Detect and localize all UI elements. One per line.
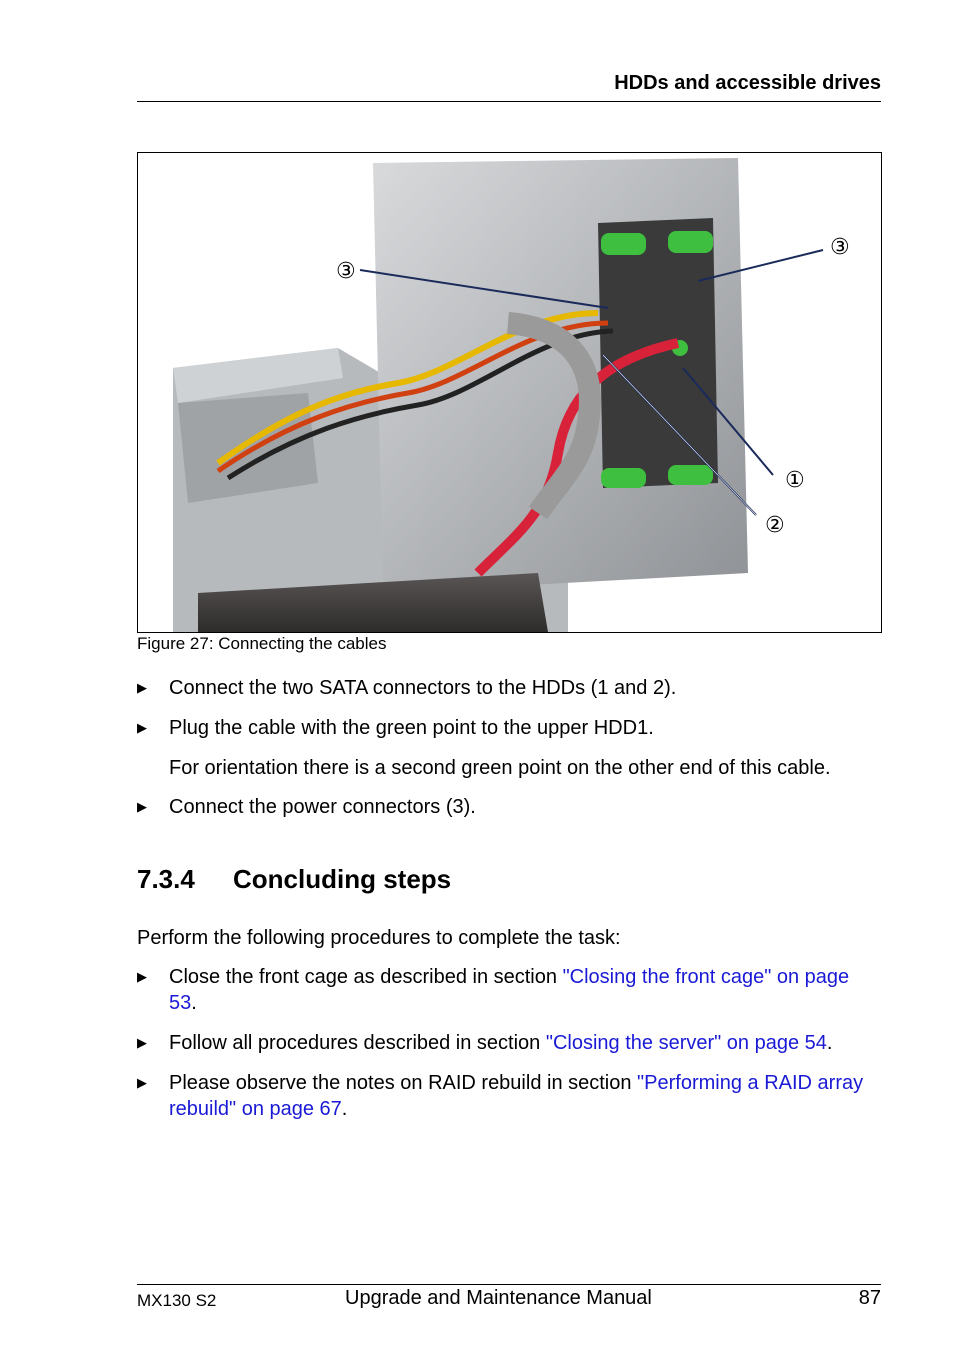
section-title: Concluding steps [233, 864, 452, 894]
callout-1: ① [785, 468, 805, 493]
step-raid-rebuild [137, 1070, 867, 1122]
running-header: HDDs and accessible drives [614, 72, 881, 94]
hdd-handle-upper-left [601, 233, 646, 255]
callout-3-left: ③ [336, 259, 356, 284]
footer-rule [137, 1284, 881, 1285]
link-closing-server[interactable]: "Closing the server" on page 54 [545, 1032, 827, 1054]
intro-text: Perform the following procedures to complete the task: [137, 927, 621, 949]
step-text: Connect the two SATA connectors to the HDDs (1 and 2). [169, 677, 677, 699]
hdd-handle-lower-left [601, 468, 646, 488]
hdd-handle-lower-right [668, 465, 713, 485]
step-connect-sata [137, 675, 887, 701]
step-plug-green-cable [137, 715, 887, 741]
footer-manual-title: Upgrade and Maintenance Manual [345, 1287, 652, 1309]
step-text: Please observe the notes on RAID rebuild in section "Performing a RAID array rebuild" on page 67. [169, 1072, 864, 1120]
step-connect-power [137, 794, 887, 820]
bullet-arrow-icon: ▶ [137, 1075, 147, 1090]
step-text: Connect the power connectors (3). [169, 796, 476, 818]
step-text: Plug the cable with the green point to the upper HDD1. [169, 717, 654, 739]
link-raid-rebuild[interactable]: "Performing a RAID array rebuild" on page 67 [169, 1072, 864, 1120]
bullet-arrow-icon: ▶ [137, 680, 147, 695]
bullet-arrow-icon: ▶ [137, 799, 147, 814]
figure-27 [137, 152, 882, 633]
bullet-arrow-icon: ▶ [137, 1035, 147, 1050]
server-cable-illustration [138, 153, 881, 632]
page-number: 87 [858, 1287, 881, 1309]
step-text: Follow all procedures described in section "Closing the server" on page 54. [169, 1032, 833, 1054]
footer-model: MX130 S2 [137, 1291, 217, 1310]
step-close-server [137, 1030, 887, 1056]
hdd-handle-upper-right [668, 231, 713, 253]
figure-caption: Figure 27: Connecting the cables [137, 634, 387, 653]
callout-3-right: ③ [830, 235, 850, 260]
header-rule [137, 101, 881, 102]
section-number: 7.3.4 [137, 864, 195, 894]
bullet-arrow-icon: ▶ [137, 969, 147, 984]
section-heading [137, 864, 451, 895]
bullet-arrow-icon: ▶ [137, 720, 147, 735]
step-close-front-cage [137, 964, 857, 1016]
orientation-note: For orientation there is a second green point on the other end of this cable. [169, 757, 831, 779]
step-text: Close the front cage as described in section "Closing the front cage" on page 53. [169, 966, 850, 1014]
link-closing-front-cage[interactable]: "Closing the front cage" on page 53 [169, 966, 850, 1014]
callout-2: ② [765, 513, 785, 538]
